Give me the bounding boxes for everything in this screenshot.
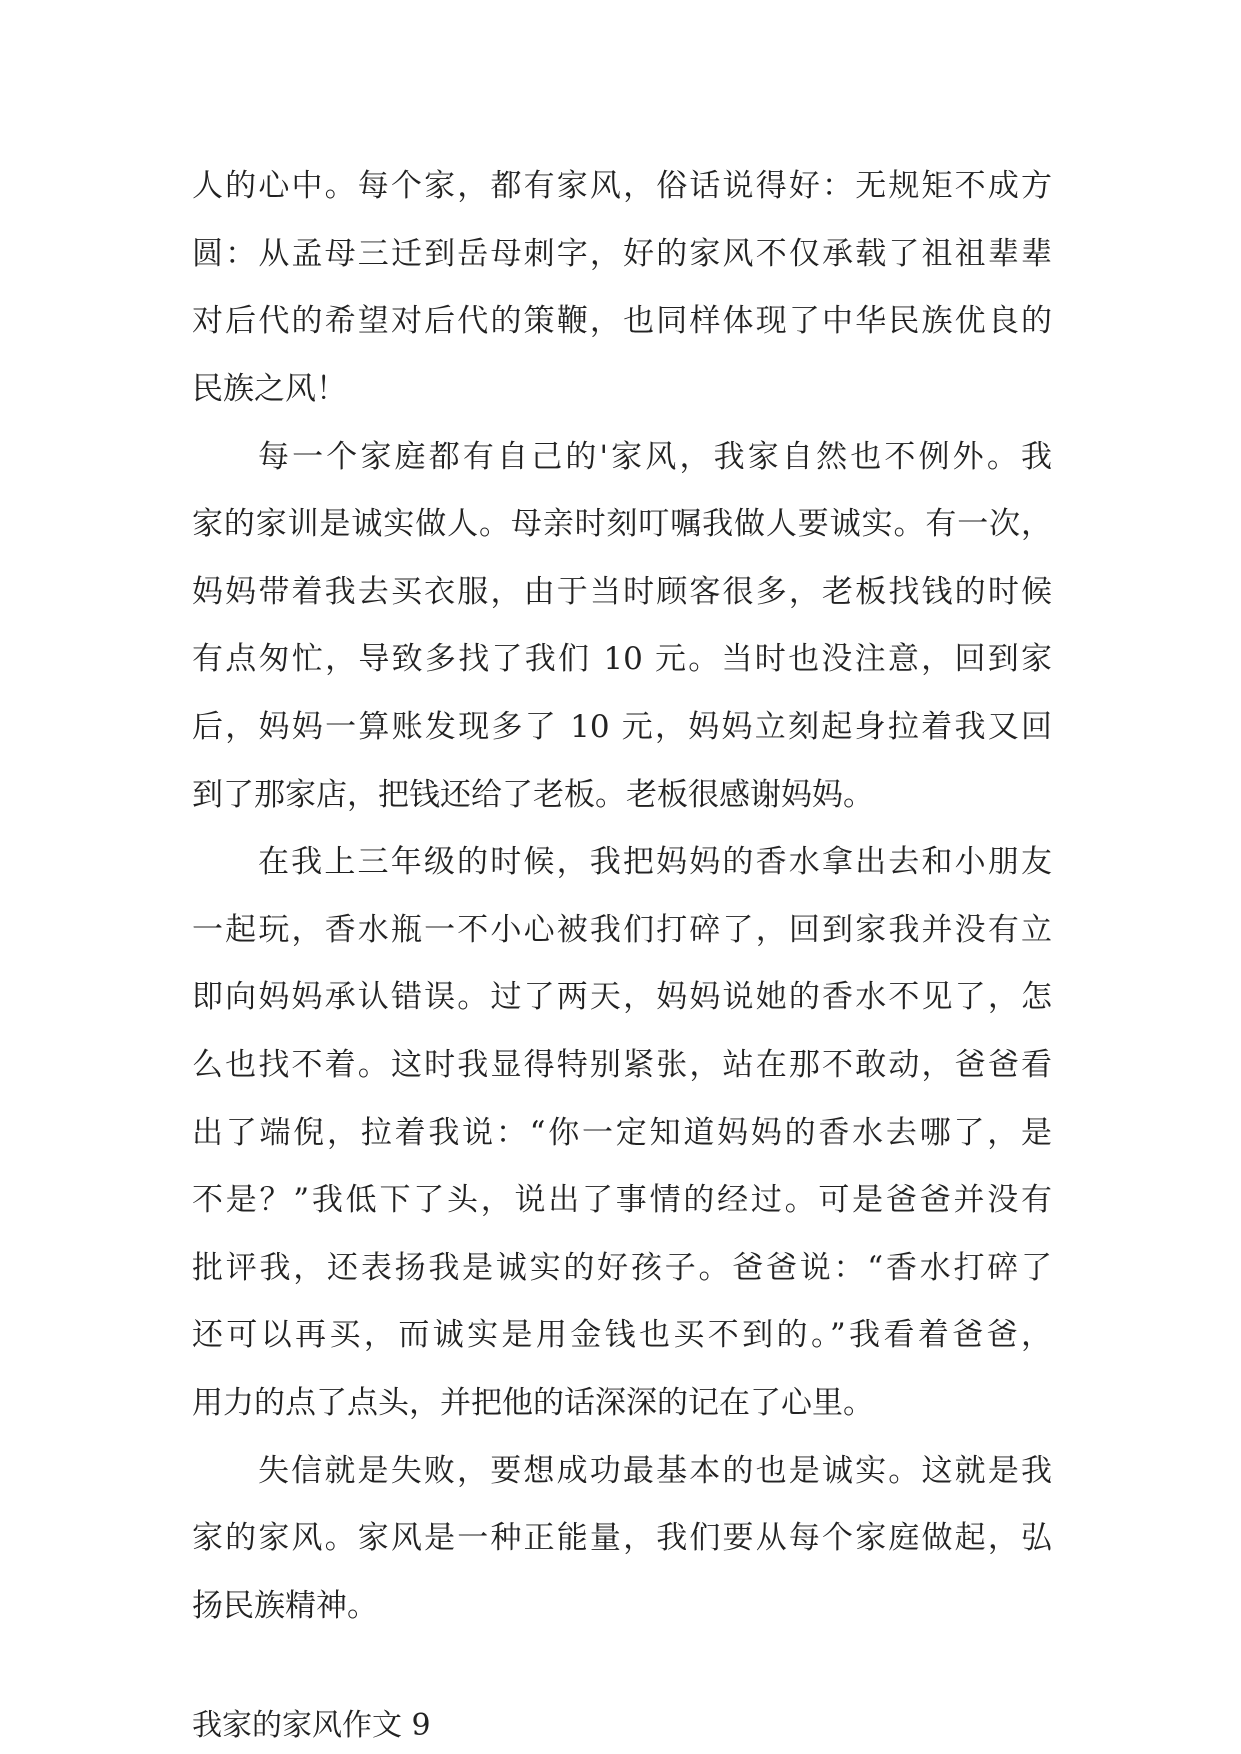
text-line: 妈妈带着我去买衣服，由于当时顾客很多，老板找钱的时候 (192, 574, 1052, 610)
text-line: 圆：从孟母三迁到岳母刺字，好的家风不仅承载了祖祖辈辈 (192, 236, 1052, 272)
text-line: 不是？”我低下了头，说出了事情的经过。可是爸爸并没有 (192, 1182, 1052, 1218)
text-line: 用力的点了点头，并把他的话深深的记在了心里。 (192, 1385, 874, 1421)
text-line: 对后代的希望对后代的策鞭，也同样体现了中华民族优良的 (192, 303, 1052, 339)
text-line: 批评我，还表扬我是诚实的好孩子。爸爸说：“香水打碎了 (192, 1250, 1052, 1286)
text-line: 后，妈妈一算账发现多了 10 元，妈妈立刻起身拉着我又回 (192, 709, 1052, 745)
text-line: 一起玩，香水瓶一不小心被我们打碎了，回到家我并没有立 (192, 912, 1052, 948)
text-line: 失信就是失败，要想成功最基本的也是诚实。这就是我 (258, 1453, 1052, 1489)
text-line: 民族之风！ (192, 371, 347, 407)
section-heading: 我家的家风作文 9 (192, 1708, 431, 1743)
text-line: 出了端倪，拉着我说：“你一定知道妈妈的香水去哪了，是 (192, 1115, 1052, 1151)
text-line: 到了那家店，把钱还给了老板。老板很感谢妈妈。 (192, 777, 874, 813)
text-line: 家的家风。家风是一种正能量，我们要从每个家庭做起，弘 (192, 1520, 1052, 1556)
text-line: 么也找不着。这时我显得特别紧张，站在那不敢动，爸爸看 (192, 1047, 1052, 1083)
text-line: 扬民族精神。 (192, 1588, 378, 1624)
text-line: 人的心中。每个家，都有家风，俗话说得好：无规矩不成方 (192, 168, 1052, 204)
text-line: 在我上三年级的时候，我把妈妈的香水拿出去和小朋友 (258, 844, 1052, 880)
text-line: 有点匆忙，导致多找了我们 10 元。当时也没注意，回到家 (192, 641, 1052, 677)
text-line: 家的家训是诚实做人。母亲时刻叮嘱我做人要诚实。有一次， (192, 506, 1052, 542)
text-line: 即向妈妈承认错误。过了两天，妈妈说她的香水不见了，怎 (192, 979, 1052, 1015)
text-line: 还可以再买，而诚实是用金钱也买不到的。”我看着爸爸， (192, 1317, 1052, 1353)
text-line: 每一个家庭都有自己的'家风，我家自然也不例外。我 (258, 439, 1052, 475)
